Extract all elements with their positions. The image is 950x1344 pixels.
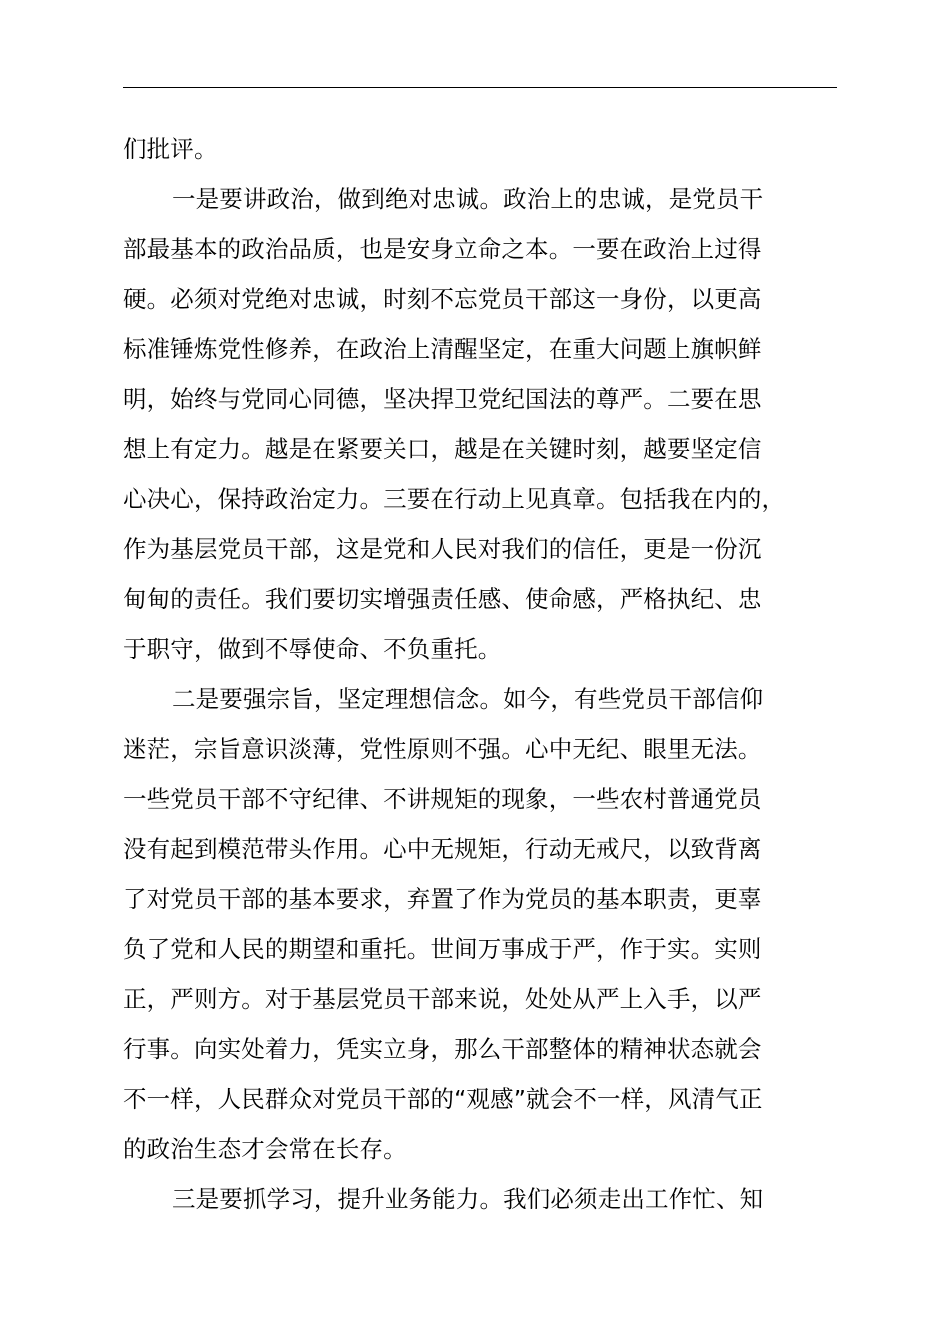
text-line: 正，严则方。对于基层党员干部来说，处处从严上入手，以严 xyxy=(123,985,762,1013)
text-line: 们批评。 xyxy=(123,135,218,163)
text-line: 想上有定力。越是在紧要关口，越是在关键时刻，越要坚定信 xyxy=(123,435,762,463)
text-line: 标准锤炼党性修养，在政治上清醒坚定，在重大问题上旗帜鲜 xyxy=(123,335,762,363)
text-line: 作为基层党员干部，这是党和人民对我们的信任，更是一份沉 xyxy=(123,535,762,563)
text-line: 了对党员干部的基本要求，弃置了作为党员的基本职责，更辜 xyxy=(123,885,762,913)
text-line: 明，始终与党同心同德，坚决捍卫党纪国法的尊严。二要在思 xyxy=(123,385,762,413)
text-line: 心决心，保持政治定力。三要在行动上见真章。包括我在内的， xyxy=(123,485,786,513)
paragraph-first-line: 三是要抓学习，提升业务能力。我们必须走出工作忙、知 xyxy=(172,1185,764,1213)
paragraph-first-line: 一是要讲政治，做到绝对忠诚。政治上的忠诚，是党员干 xyxy=(172,185,764,213)
text-line: 的政治生态才会常在长存。 xyxy=(123,1135,407,1163)
header-rule xyxy=(123,87,837,88)
paragraph-first-line: 二是要强宗旨，坚定理想信念。如今，有些党员干部信仰 xyxy=(172,685,764,713)
text-line: 负了党和人民的期望和重托。世间万事成于严，作于实。实则 xyxy=(123,935,762,963)
text-line: 没有起到模范带头作用。心中无规矩，行动无戒尺，以致背离 xyxy=(123,835,762,863)
text-line: 迷茫，宗旨意识淡薄，党性原则不强。心中无纪、眼里无法。 xyxy=(123,735,762,763)
text-line: 部最基本的政治品质，也是安身立命之本。一要在政治上过得 xyxy=(123,235,762,263)
text-line: 甸甸的责任。我们要切实增强责任感、使命感，严格执纪、忠 xyxy=(123,585,762,613)
text-line: 硬。必须对党绝对忠诚，时刻不忘党员干部这一身份，以更高 xyxy=(123,285,762,313)
text-line: 不一样，人民群众对党员干部的“观感”就会不一样，风清气正 xyxy=(123,1085,763,1113)
text-line: 行事。向实处着力，凭实立身，那么干部整体的精神状态就会 xyxy=(123,1035,762,1063)
text-line: 于职守，做到不辱使命、不负重托。 xyxy=(123,635,502,663)
text-line: 一些党员干部不守纪律、不讲规矩的现象，一些农村普通党员 xyxy=(123,785,762,813)
